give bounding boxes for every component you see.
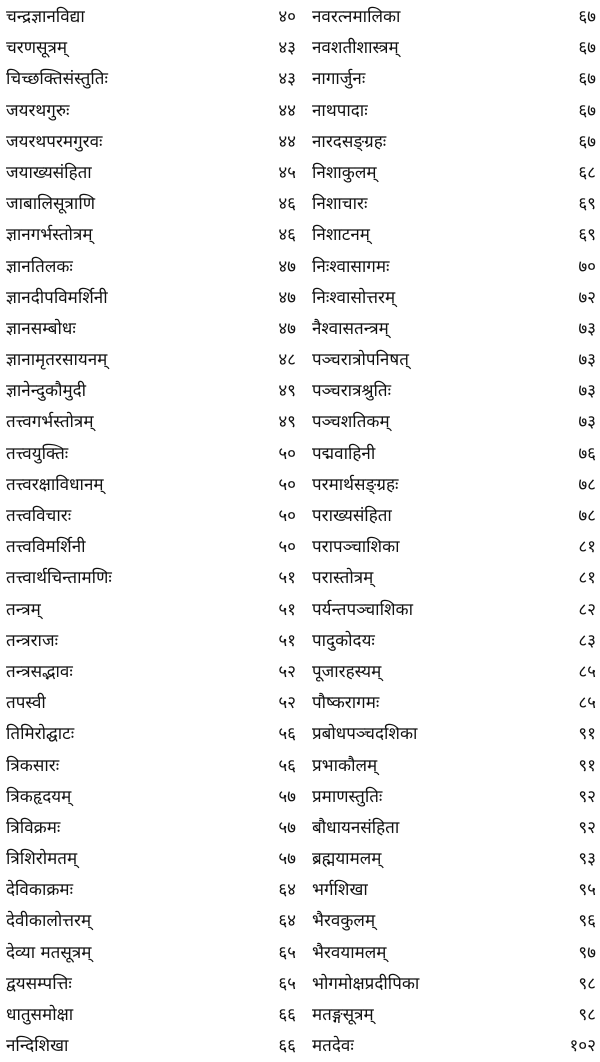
left-page-number: ५२ <box>278 661 296 682</box>
right-page-number: ९१ <box>578 755 596 776</box>
index-row <box>0 96 600 127</box>
left-page-number: ५६ <box>278 724 296 745</box>
index-row <box>0 563 600 594</box>
left-term: चरणसूत्रम् <box>6 38 68 59</box>
index-row <box>0 439 600 470</box>
index-row <box>0 314 600 345</box>
index-row <box>0 64 600 95</box>
left-page-number: ४९ <box>278 412 296 433</box>
right-term: पञ्चशतिकम् <box>312 412 390 433</box>
index-row <box>0 283 600 314</box>
left-page-number: ५६ <box>278 755 296 776</box>
index-row <box>0 376 600 407</box>
left-page-number: ५७ <box>278 817 296 838</box>
left-term: तत्त्वरक्षाविधानम् <box>6 474 104 495</box>
left-term: तन्त्रसद्भावः <box>6 661 73 682</box>
right-term: पादुकोदयः <box>312 630 375 651</box>
right-page-number: ७२ <box>578 287 596 308</box>
left-page-number: ५१ <box>278 630 296 651</box>
right-page-number: ९८ <box>578 973 596 994</box>
left-page-number: ५० <box>278 474 296 495</box>
index-row <box>0 626 600 657</box>
left-page-number: ४९ <box>278 381 296 402</box>
index-row <box>0 938 600 969</box>
index-row <box>0 532 600 563</box>
right-term: पञ्चरात्रश्रुतिः <box>312 381 392 402</box>
index-row <box>0 2 600 33</box>
left-page-number: ५१ <box>278 599 296 620</box>
index-row <box>0 719 600 750</box>
left-term: ज्ञानदीपविमर्शिनी <box>6 287 108 308</box>
left-page-number: ४३ <box>278 38 296 59</box>
left-page-number: ४७ <box>278 287 296 308</box>
right-page-number: ९१ <box>578 724 596 745</box>
index-row <box>0 657 600 688</box>
right-page-number: ७६ <box>578 443 596 464</box>
right-page-number: ७३ <box>578 412 596 433</box>
left-term: तत्त्वविचारः <box>6 506 72 526</box>
index-row <box>0 127 600 158</box>
left-page-number: ६४ <box>278 880 296 901</box>
left-page-number: ५० <box>278 506 296 526</box>
right-term: पर्यन्तपञ्चाशिका <box>312 599 413 620</box>
index-row <box>0 407 600 438</box>
right-page-number: ६७ <box>578 131 596 152</box>
right-page-number: ८१ <box>578 568 596 589</box>
left-page-number: ५० <box>278 443 296 464</box>
left-term: तत्त्वयुक्तिः <box>6 443 69 464</box>
right-page-number: ७० <box>578 256 596 277</box>
right-page-number: ६९ <box>578 225 596 246</box>
right-term: भर्गशिखा <box>312 880 368 901</box>
right-page-number: ८३ <box>578 630 596 651</box>
left-page-number: ४४ <box>278 131 296 152</box>
left-term: चिच्छक्तिसंस्तुतिः <box>6 69 108 90</box>
index-row <box>0 813 600 844</box>
left-page-number: ५२ <box>278 693 296 714</box>
left-page-number: ४७ <box>278 318 296 339</box>
left-page-number: ५१ <box>278 568 296 589</box>
left-page-number: ६५ <box>278 973 296 994</box>
index-row <box>0 189 600 220</box>
right-page-number: ७३ <box>578 318 596 339</box>
right-term: परमार्थसङ्ग्रहः <box>312 474 399 495</box>
index-row <box>0 220 600 251</box>
right-term: प्रभाकौलम् <box>312 755 378 776</box>
left-page-number: ४६ <box>278 225 296 246</box>
left-page-number: ६६ <box>278 1005 296 1025</box>
right-page-number: ७८ <box>578 474 596 495</box>
index-row <box>0 501 600 532</box>
index-row <box>0 595 600 626</box>
index-row <box>0 33 600 64</box>
left-page-number: ४५ <box>278 162 296 183</box>
right-page-number: ९२ <box>578 817 596 838</box>
left-term: ज्ञानतिलकः <box>6 256 73 277</box>
left-term: धातुसमोक्षा <box>6 1005 74 1025</box>
right-term: पद्मवाहिनी <box>312 443 376 464</box>
right-page-number: ७८ <box>578 506 596 526</box>
left-term: तिमिरोद्घाटः <box>6 724 75 745</box>
left-term: त्रिविक्रमः <box>6 817 61 838</box>
left-term: जयरथपरमगुरवः <box>6 131 103 152</box>
left-term: ज्ञानामृतरसायनम् <box>6 350 108 371</box>
index-row <box>0 969 600 1000</box>
right-term: निःश्वासागमः <box>312 256 390 277</box>
right-term: पौष्करागमः <box>312 693 380 714</box>
left-term: तपस्वी <box>6 693 46 714</box>
left-term: देव्या मतसूत्रम् <box>6 942 92 963</box>
right-page-number: ६७ <box>578 100 596 121</box>
left-term: देवीकालोत्तरम् <box>6 911 92 932</box>
index-row <box>0 345 600 376</box>
left-term: त्रिकहृदयम् <box>6 786 72 807</box>
left-page-number: ५७ <box>278 786 296 807</box>
right-page-number: ६९ <box>578 194 596 215</box>
right-term: पराख्यसंहिता <box>312 506 392 526</box>
right-page-number: ८२ <box>578 599 596 620</box>
right-term: निशाचारः <box>312 194 368 215</box>
right-term: परास्तोत्रम् <box>312 568 374 589</box>
left-term: ज्ञानगर्भस्तोत्रम् <box>6 225 93 246</box>
right-page-number: ९६ <box>578 911 596 932</box>
right-term: नवशतीशास्त्रम् <box>312 38 399 59</box>
left-page-number: ४३ <box>278 69 296 90</box>
index-row <box>0 751 600 782</box>
right-page-number: ९३ <box>578 849 596 870</box>
right-term: बौधायनसंहिता <box>312 817 400 838</box>
right-term: भैरवयामलम् <box>312 942 387 963</box>
left-term: तत्त्वविमर्शिनी <box>6 537 86 558</box>
left-term: जयरथगुरुः <box>6 100 70 121</box>
left-term: तन्त्रम् <box>6 599 41 620</box>
left-page-number: ६४ <box>278 911 296 932</box>
index-row <box>0 875 600 906</box>
right-term: प्रमाणस्तुतिः <box>312 786 383 807</box>
right-term: पूजारहस्यम् <box>312 661 382 682</box>
right-page-number: ७३ <box>578 350 596 371</box>
left-term: त्रिकसारः <box>6 755 60 776</box>
right-page-number: ६७ <box>578 38 596 59</box>
right-term: नागार्जुनः <box>312 69 366 90</box>
left-page-number: ४० <box>278 7 296 27</box>
left-page-number: ४८ <box>278 350 296 371</box>
left-term: द्वयसम्पत्तिः <box>6 973 72 994</box>
right-term: ब्रह्मयामलम् <box>312 849 382 870</box>
index-row <box>0 1031 600 1062</box>
left-term: देविकाक्रमः <box>6 880 73 901</box>
right-term: मतङ्गसूत्रम् <box>312 1005 374 1025</box>
index-row <box>0 1000 600 1031</box>
left-term: तन्त्रराजः <box>6 630 59 651</box>
right-page-number: ९८ <box>578 1005 596 1025</box>
left-page-number: ५० <box>278 537 296 558</box>
right-term: भैरवकुलम् <box>312 911 376 932</box>
right-page-number: ९५ <box>578 880 596 901</box>
right-term: निशाटनम् <box>312 225 370 246</box>
right-term: नवरत्नमालिका <box>312 7 401 27</box>
left-page-number: ४६ <box>278 194 296 215</box>
left-term: ज्ञानसम्बोधः <box>6 318 76 339</box>
right-term: निःश्वासोत्तरम् <box>312 287 396 308</box>
right-term: मतदेवः <box>312 1036 354 1057</box>
right-term: पञ्चरात्रोपनिषत् <box>312 350 409 371</box>
right-term: भोगमोक्षप्रदीपिका <box>312 973 420 994</box>
right-term: नाथपादाः <box>312 100 368 121</box>
left-page-number: ४७ <box>278 256 296 277</box>
right-page-number: ८५ <box>578 693 596 714</box>
right-page-number: ९२ <box>578 786 596 807</box>
index-row <box>0 844 600 875</box>
index-row <box>0 906 600 937</box>
right-page-number: ९७ <box>578 942 596 963</box>
left-page-number: ५७ <box>278 849 296 870</box>
left-term: तत्त्वार्थचिन्तामणिः <box>6 568 112 589</box>
right-term: निशाकुलम् <box>312 162 377 183</box>
right-term: परापञ्चाशिका <box>312 537 400 558</box>
right-term: नैश्वासतन्त्रम् <box>312 318 389 339</box>
left-page-number: ६६ <box>278 1036 296 1057</box>
right-page-number: ६७ <box>578 69 596 90</box>
index-row <box>0 158 600 189</box>
left-term: तत्त्वगर्भस्तोत्रम् <box>6 412 94 433</box>
right-page-number: ६७ <box>578 7 596 27</box>
right-term: नारदसङ्ग्रहः <box>312 131 387 152</box>
right-page-number: ७३ <box>578 381 596 402</box>
index-row <box>0 782 600 813</box>
left-term: जयाख्यसंहिता <box>6 162 92 183</box>
right-page-number: ६८ <box>578 162 596 183</box>
left-term: त्रिशिरोमतम् <box>6 849 78 870</box>
left-term: ज्ञानेन्दुकौमुदी <box>6 381 87 402</box>
right-page-number: ८१ <box>578 537 596 558</box>
right-page-number: ८५ <box>578 661 596 682</box>
index-row <box>0 688 600 719</box>
left-term: चन्द्रज्ञानविद्या <box>6 7 85 27</box>
right-term: प्रबोधपञ्चदशिका <box>312 724 418 745</box>
index-row <box>0 470 600 501</box>
left-term: नन्दिशिखा <box>6 1036 69 1057</box>
left-page-number: ६५ <box>278 942 296 963</box>
left-page-number: ४४ <box>278 100 296 121</box>
index-row <box>0 252 600 283</box>
right-page-number: १०२ <box>569 1036 596 1057</box>
left-term: जाबालिसूत्राणि <box>6 194 96 215</box>
